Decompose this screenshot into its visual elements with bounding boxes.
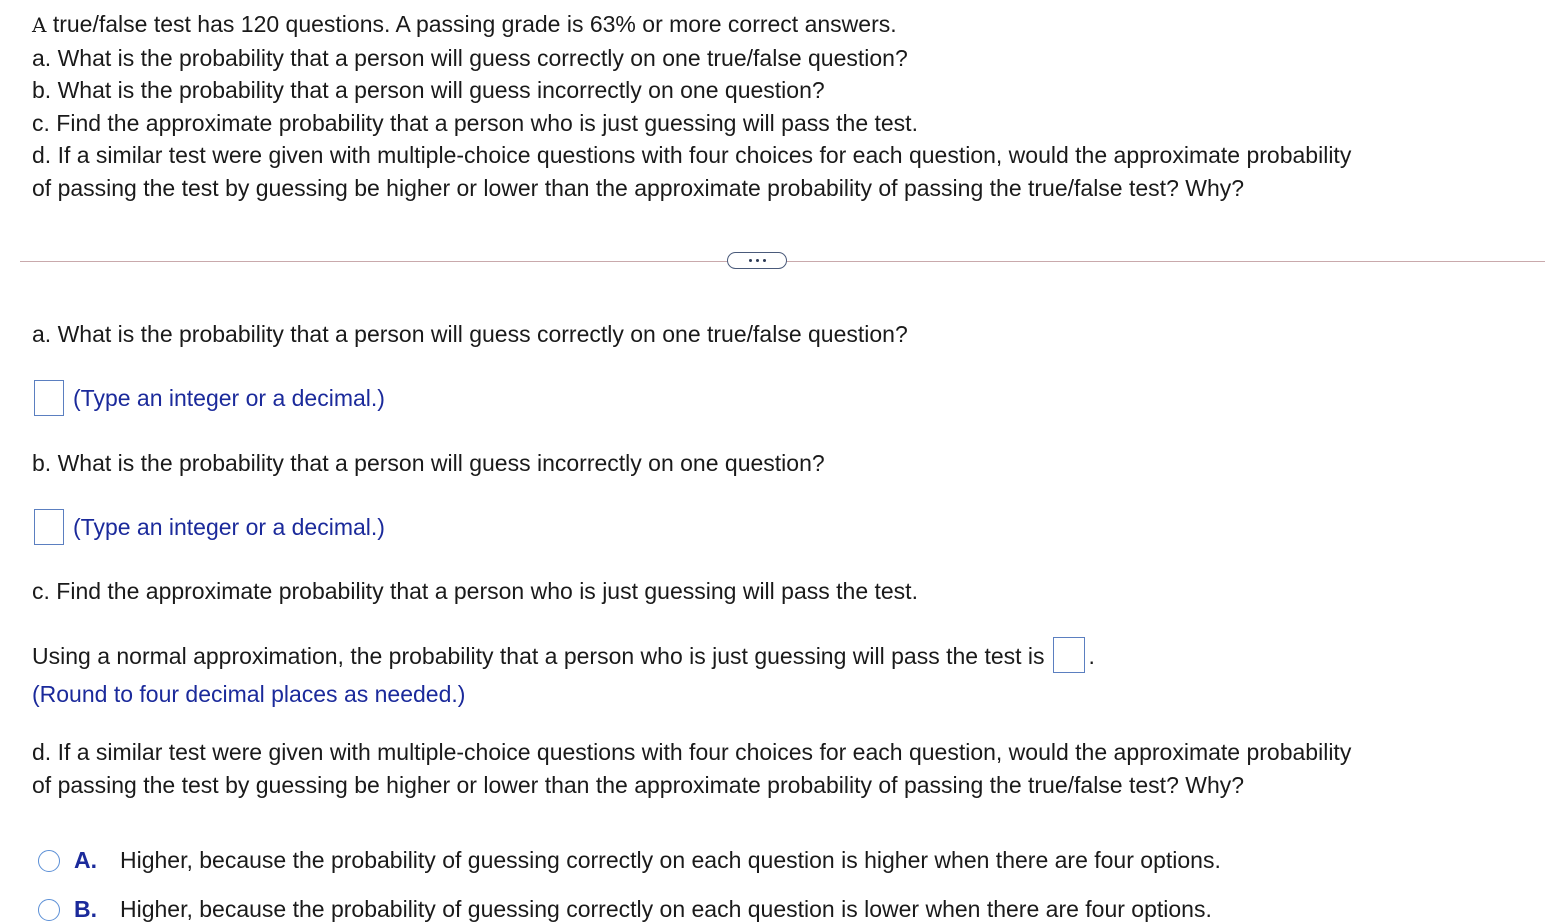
problem-intro: true/false test has 120 questions. A passing grade is 63% or more correct answers. [46, 11, 897, 37]
problem-statement [32, 8, 1532, 204]
part-d-question [32, 736, 1532, 802]
part-c-answer-input[interactable] [1053, 637, 1085, 673]
part-b-question: b. What is the probability that a person will guess incorrectly on one question? [32, 450, 825, 476]
option-b-radio[interactable] [38, 899, 60, 921]
part-b-hint: (Type an integer or a decimal.) [73, 513, 385, 540]
part-c-sentence-line [32, 640, 1532, 676]
option-a-letter: A. [74, 847, 97, 873]
expand-more-button[interactable] [727, 252, 787, 269]
problem-line-2: a. What is the probability that a person will guess correctly on one true/false question? [32, 44, 908, 71]
part-a-answer-input[interactable] [34, 380, 64, 416]
ellipsis-icon [749, 259, 766, 262]
option-a-radio[interactable] [38, 850, 60, 872]
problem-line-1 [32, 8, 1532, 42]
option-a-text: Higher, because the probability of guessing correctly on each question is higher when there are four options. [120, 847, 1221, 873]
part-d-question-line-2: of passing the test by guessing be higher or lower than the approximate probability of passing the true/false test? Why? [32, 772, 1245, 798]
part-c-sentence: Using a normal approximation, the probability that a person who is just guessing will pass the test is [32, 643, 1045, 670]
part-c-period: . [1088, 643, 1095, 670]
part-a-question: a. What is the probability that a person will guess correctly on one true/false question? [32, 321, 908, 347]
part-d-question-line-1: d. If a similar test were given with multiple-choice questions with four choices for each question, would the approximate probability [32, 739, 1352, 765]
problem-line-5: d. If a similar test were given with multiple-choice questions with four choices for each question, would the approximate probability [32, 142, 1352, 168]
part-b-answer-row [34, 509, 385, 545]
option-b-text: Higher, because the probability of guessing correctly on each question is lower when there are four options. [120, 896, 1212, 922]
part-a-answer-row [34, 380, 385, 416]
problem-line-3: b. What is the probability that a person will guess incorrectly on one question? [32, 77, 825, 103]
option-b[interactable] [38, 896, 1212, 923]
part-b-answer-input[interactable] [34, 509, 64, 545]
problem-prefix: A [32, 13, 47, 37]
option-a[interactable] [38, 847, 1221, 874]
part-c-question: c. Find the approximate probability that a person who is just guessing will pass the test. [32, 578, 918, 604]
part-a-hint: (Type an integer or a decimal.) [73, 384, 385, 411]
option-b-letter: B. [74, 896, 97, 922]
part-c-hint: (Round to four decimal places as needed.) [32, 681, 466, 707]
problem-line-6: of passing the test by guessing be higher or lower than the approximate probability of passing the true/false test? Why? [32, 174, 1245, 201]
problem-line-4: c. Find the approximate probability that a person who is just guessing will pass the test. [32, 109, 918, 136]
